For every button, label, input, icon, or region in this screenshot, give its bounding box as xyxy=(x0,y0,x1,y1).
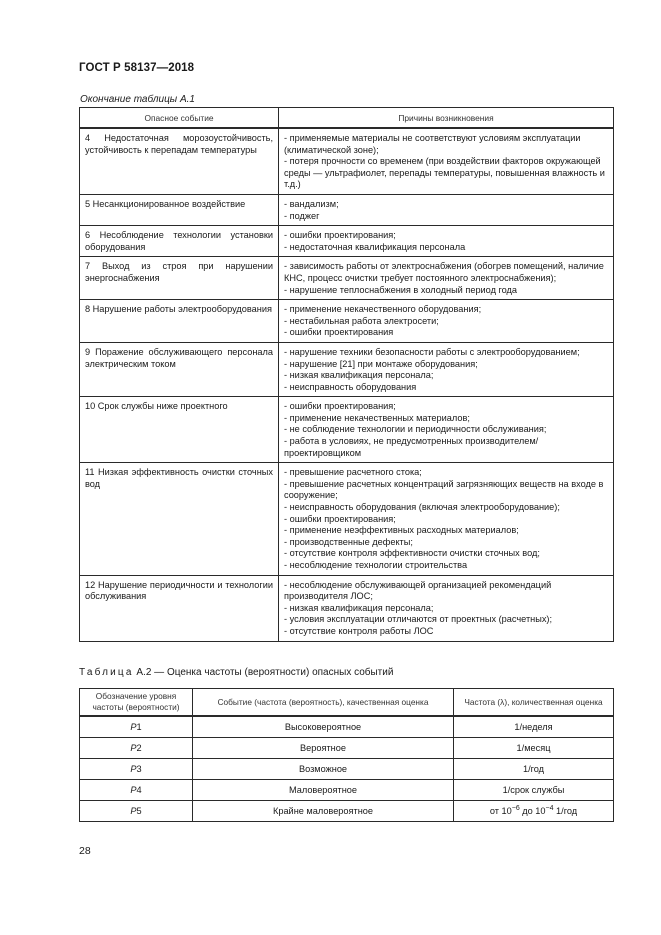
level-code-number: 3 xyxy=(136,764,142,774)
event-cell: 4 Недостаточная морозоустойчивость, устойчивость к перепадам температуры xyxy=(80,128,279,194)
cause-item: - применение некачественных материалов; xyxy=(284,412,470,423)
cause-item: - зависимость работы от электроснабжения (обогрев помещений, наличие КНС, процесс очистки требует постоянного электроснабжения); xyxy=(284,261,604,283)
table-row xyxy=(80,801,614,822)
cause-item: - превышение расчетных концентраций загрязняющих веществ на входе в сооружение; xyxy=(284,478,604,501)
column-header-qualitative: Событие (частота (вероятность), качественная оценка xyxy=(193,689,454,717)
level-code-letter: P xyxy=(130,785,137,795)
cause-item: - неисправность оборудования (включая электрооборудование); xyxy=(284,502,560,513)
event-cell: 5 Несанкционированное воздействие xyxy=(80,194,279,225)
quantitative-cell xyxy=(454,801,614,822)
frequency-part: −4 xyxy=(545,805,554,813)
cause-item: - применяемые материалы не соответствуют условиям эксплуатации (климатической зоне); xyxy=(284,133,581,155)
quantitative-cell: 1/неделя xyxy=(454,716,614,738)
column-header-causes: Причины возникновения xyxy=(279,108,614,129)
cause-item: - низкая квалификация персонала; xyxy=(284,370,434,381)
page-number: 28 xyxy=(79,845,91,857)
table-row xyxy=(80,716,614,738)
table-header-row xyxy=(80,108,614,129)
cause-item: - применение неэффективных расходных материалов; xyxy=(284,525,519,536)
table-row xyxy=(80,300,614,343)
frequency-part: до 10 xyxy=(519,806,546,817)
event-cell: 12 Нарушение периодичности и технологии обслуживания xyxy=(80,575,279,641)
quantitative-cell: 1/месяц xyxy=(454,738,614,759)
table-row xyxy=(80,342,614,396)
cause-item: - поджег xyxy=(284,210,320,221)
causes-cell xyxy=(279,128,614,194)
column-header-event: Опасное событие xyxy=(80,108,279,129)
column-header-level: Обозначение уровня частоты (вероятности) xyxy=(80,689,193,717)
frequency-assessment-table xyxy=(79,688,614,822)
level-code-cell xyxy=(80,759,193,780)
cause-item: - условия эксплуатации отличаются от проектных (расчетных); xyxy=(284,614,553,625)
qualitative-cell: Вероятное xyxy=(193,738,454,759)
table-row xyxy=(80,194,614,225)
table-row xyxy=(80,397,614,463)
qualitative-cell: Высоковероятное xyxy=(193,716,454,738)
level-code-letter: P xyxy=(130,743,137,753)
causes-cell xyxy=(279,300,614,343)
cause-item: - превышение расчетного стока; xyxy=(284,467,422,478)
level-code-letter: P xyxy=(130,722,137,732)
level-code-letter: P xyxy=(130,806,137,816)
quantitative-cell: 1/срок службы xyxy=(454,780,614,801)
table-row xyxy=(80,575,614,641)
level-code-number: 2 xyxy=(136,743,142,753)
cause-item: - несоблюдение обслуживающей организацией рекомендаций производителя ЛОС; xyxy=(284,579,552,602)
frequency-part: 1/год xyxy=(553,806,578,817)
table-row xyxy=(80,257,614,300)
cause-item: - ошибки проектирования; xyxy=(284,513,396,524)
cause-item: - работа в условиях, не предусмотренных производителем/проектировщиком xyxy=(284,436,539,458)
event-cell: 6 Несоблюдение технологии установки оборудования xyxy=(80,226,279,257)
table2-caption-prefix: Таблица xyxy=(79,667,134,678)
cause-item: - ошибки проектирования xyxy=(284,327,394,338)
table2-caption-text: А.2 — Оценка частоты (вероятности) опасных событий xyxy=(136,667,394,678)
hazard-events-table xyxy=(79,107,614,642)
table-row xyxy=(80,226,614,257)
table-row xyxy=(80,463,614,575)
level-code-cell xyxy=(80,780,193,801)
frequency-part: от 10 xyxy=(489,806,512,817)
cause-item: - отсутствие контроля эффективности очистки сточных вод; xyxy=(284,548,540,559)
table-row xyxy=(80,128,614,194)
causes-cell xyxy=(279,397,614,463)
level-code-number: 5 xyxy=(136,806,142,816)
cause-item: - несоблюдение технологии строительства xyxy=(284,560,468,570)
cause-item: - нарушение [21] при монтаже оборудования; xyxy=(284,358,478,369)
causes-cell xyxy=(279,226,614,257)
cause-item: - ошибки проектирования; xyxy=(284,401,396,412)
causes-cell xyxy=(279,194,614,225)
cause-item: - нарушение техники безопасности работы с электрооборудованием; xyxy=(284,346,580,357)
causes-cell xyxy=(279,575,614,641)
cause-item: - нарушение теплоснабжения в холодный период года xyxy=(284,284,518,295)
cause-item: - производственные дефекты; xyxy=(284,536,413,547)
cause-item: - отсутствие контроля работы ЛОС xyxy=(284,625,434,636)
table1-caption: Окончание таблицы А.1 xyxy=(80,94,195,105)
qualitative-cell: Крайне маловероятное xyxy=(193,801,454,822)
cause-item: - низкая квалификация персонала; xyxy=(284,602,434,613)
column-header-quantitative: Частота (λ), количественная оценка xyxy=(454,689,614,717)
cause-item: - недостаточная квалификация персонала xyxy=(284,241,466,252)
causes-cell xyxy=(279,463,614,575)
standard-title: ГОСТ Р 58137—2018 xyxy=(79,62,195,74)
table-row xyxy=(80,780,614,801)
level-code-cell xyxy=(80,716,193,738)
level-code-cell xyxy=(80,801,193,822)
qualitative-cell: Возможное xyxy=(193,759,454,780)
table-row xyxy=(80,759,614,780)
level-code-number: 1 xyxy=(136,722,142,732)
event-cell: 9 Поражение обслуживающего персонала электрическим током xyxy=(80,342,279,396)
level-code-number: 4 xyxy=(136,785,142,795)
table-row xyxy=(80,738,614,759)
table-header-row xyxy=(80,689,614,717)
causes-cell xyxy=(279,342,614,396)
cause-item: - ошибки проектирования; xyxy=(284,230,396,241)
event-cell: 8 Нарушение работы электрооборудования xyxy=(80,300,279,343)
qualitative-cell: Маловероятное xyxy=(193,780,454,801)
cause-item: - неисправность оборудования xyxy=(284,381,417,392)
cause-item: - не соблюдение технологии и периодичности обслуживания; xyxy=(284,424,547,435)
level-code-cell xyxy=(80,738,193,759)
cause-item: - вандализм; xyxy=(284,198,339,209)
cause-item: - потеря прочности со временем (при воздействии факторов окружающей среды — ультрафиолет, перепады температуры, повышенная влажность и т.д.) xyxy=(284,156,605,190)
cause-item: - нестабильная работа электросети; xyxy=(284,315,439,326)
quantitative-cell: 1/год xyxy=(454,759,614,780)
event-cell: 10 Срок службы ниже проектного xyxy=(80,397,279,463)
causes-cell xyxy=(279,257,614,300)
event-cell: 11 Низкая эффективность очистки сточных вод xyxy=(80,463,279,575)
table2-caption xyxy=(79,667,393,678)
cause-item: - применение некачественного оборудования; xyxy=(284,304,482,315)
event-cell: 7 Выход из строя при нарушении энергоснабжения xyxy=(80,257,279,300)
frequency-part: −6 xyxy=(511,805,520,813)
level-code-letter: P xyxy=(130,764,137,774)
